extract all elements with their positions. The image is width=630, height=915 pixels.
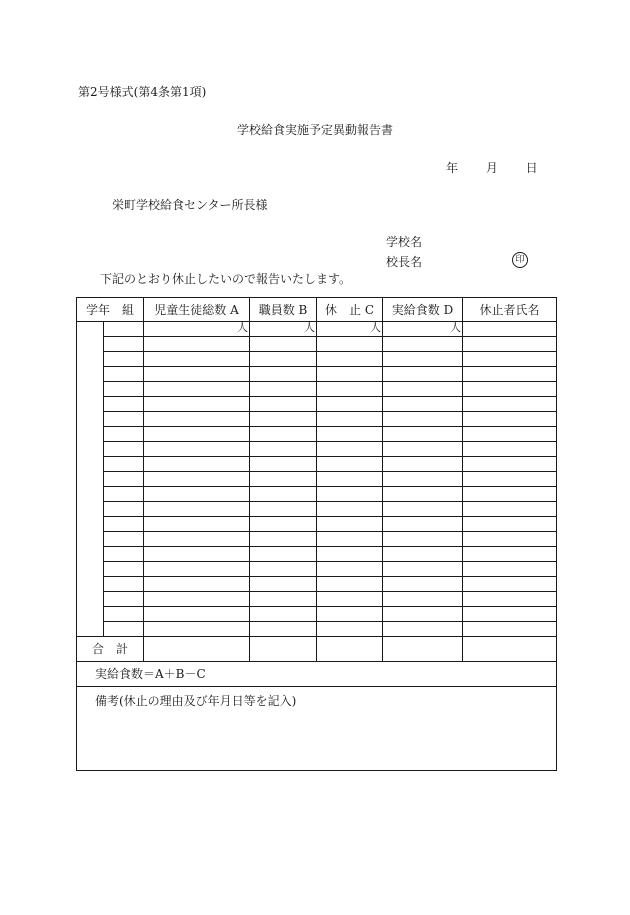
class-cell[interactable] — [104, 502, 144, 517]
col-header-total-students: 児童生徒総数 A — [144, 298, 250, 322]
staff-cell[interactable] — [250, 352, 317, 367]
suspended-cell[interactable] — [317, 367, 383, 382]
class-cell[interactable] — [104, 607, 144, 622]
col-header-suspended-names: 休止者氏名 — [463, 298, 557, 322]
total-row — [77, 637, 557, 662]
staff-cell[interactable] — [250, 502, 317, 517]
total-students-cell[interactable] — [144, 487, 250, 502]
document-title: 学校給食実施予定異動報告書 — [236, 123, 393, 137]
suspended-cell[interactable] — [317, 487, 383, 502]
suspended-cell[interactable] — [317, 322, 383, 337]
date-line — [446, 162, 538, 174]
unit-label: 人 — [450, 321, 462, 334]
total-label: 合 計 — [77, 637, 144, 662]
suspended-cell[interactable] — [317, 502, 383, 517]
suspended-names-cell[interactable] — [463, 352, 557, 367]
suspended-names-cell[interactable] — [463, 592, 557, 607]
table-row — [77, 607, 557, 622]
actual-meals-cell[interactable] — [383, 397, 463, 412]
total-students-cell[interactable] — [144, 322, 250, 337]
col-header-suspended: 休 止 C — [317, 298, 383, 322]
table-row — [77, 562, 557, 577]
actual-meals-cell[interactable] — [383, 487, 463, 502]
staff-cell[interactable] — [250, 532, 317, 547]
addressee: 栄町学校給食センター所長様 — [112, 198, 268, 212]
table-row — [77, 337, 557, 352]
class-cell[interactable] — [104, 472, 144, 487]
total-students-cell[interactable] — [144, 442, 250, 457]
class-cell[interactable] — [104, 367, 144, 382]
suspended-names-cell[interactable] — [463, 532, 557, 547]
suspended-names-cell[interactable] — [463, 442, 557, 457]
suspended-names-cell[interactable] — [463, 502, 557, 517]
actual-meals-cell[interactable] — [383, 622, 463, 637]
class-cell[interactable] — [104, 562, 144, 577]
staff-cell[interactable] — [250, 607, 317, 622]
date-day: 日 — [525, 161, 538, 175]
actual-meals-cell[interactable] — [383, 322, 463, 337]
suspended-cell[interactable] — [317, 427, 383, 442]
total-students-cell[interactable] — [144, 352, 250, 367]
table-row — [77, 577, 557, 592]
suspended-names-cell[interactable] — [463, 427, 557, 442]
table-row — [77, 622, 557, 637]
total-cell[interactable] — [383, 637, 463, 662]
suspended-cell[interactable] — [317, 337, 383, 352]
total-students-cell[interactable] — [144, 562, 250, 577]
formula-row — [77, 662, 557, 687]
suspended-names-cell[interactable] — [463, 577, 557, 592]
class-cell[interactable] — [104, 517, 144, 532]
class-cell[interactable] — [104, 337, 144, 352]
total-students-cell[interactable] — [144, 412, 250, 427]
suspended-names-cell[interactable] — [463, 517, 557, 532]
total-students-cell[interactable] — [144, 427, 250, 442]
total-cell[interactable] — [144, 637, 250, 662]
suspended-cell[interactable] — [317, 562, 383, 577]
suspended-cell[interactable] — [317, 472, 383, 487]
total-students-cell[interactable] — [144, 592, 250, 607]
suspended-names-cell[interactable] — [463, 547, 557, 562]
table-row — [77, 502, 557, 517]
table-row — [77, 382, 557, 397]
actual-meals-cell[interactable] — [383, 607, 463, 622]
total-students-cell[interactable] — [144, 337, 250, 352]
actual-meals-cell[interactable] — [383, 502, 463, 517]
actual-meals-cell[interactable] — [383, 517, 463, 532]
staff-cell[interactable] — [250, 472, 317, 487]
suspended-names-cell[interactable] — [463, 322, 557, 337]
table-row — [77, 592, 557, 607]
actual-meals-cell[interactable] — [383, 472, 463, 487]
suspended-cell[interactable] — [317, 442, 383, 457]
intro-text: 下記のとおり休止したいので報告いたします。 — [100, 272, 352, 286]
remarks-label[interactable]: 備考(休止の理由及び年月日等を記入) — [77, 687, 557, 771]
total-students-cell[interactable] — [144, 382, 250, 397]
table-row — [77, 397, 557, 412]
date-month: 月 — [485, 161, 498, 175]
report-table — [76, 297, 557, 771]
total-students-cell[interactable] — [144, 472, 250, 487]
staff-cell[interactable] — [250, 577, 317, 592]
class-cell[interactable] — [104, 427, 144, 442]
school-name-label: 学校名 — [386, 235, 423, 249]
actual-meals-cell[interactable] — [383, 382, 463, 397]
suspended-names-cell[interactable] — [463, 622, 557, 637]
suspended-cell[interactable] — [317, 457, 383, 472]
total-cell[interactable] — [463, 637, 557, 662]
table-row — [77, 427, 557, 442]
unit-label: 人 — [237, 321, 249, 334]
unit-label: 人 — [370, 321, 382, 334]
class-cell[interactable] — [104, 592, 144, 607]
table-header-row — [77, 298, 557, 322]
class-cell[interactable] — [104, 547, 144, 562]
total-students-cell[interactable] — [144, 457, 250, 472]
suspended-cell[interactable] — [317, 382, 383, 397]
suspended-names-cell[interactable] — [463, 472, 557, 487]
total-students-cell[interactable] — [144, 502, 250, 517]
total-students-cell[interactable] — [144, 547, 250, 562]
suspended-names-cell[interactable] — [463, 397, 557, 412]
class-cell[interactable] — [104, 622, 144, 637]
staff-cell[interactable] — [250, 322, 317, 337]
class-cell[interactable] — [104, 382, 144, 397]
suspended-cell[interactable] — [317, 352, 383, 367]
col-header-grade-class: 学年 組 — [77, 298, 144, 322]
staff-cell[interactable] — [250, 367, 317, 382]
principal-name-label: 校長名 — [386, 255, 423, 269]
staff-cell[interactable] — [250, 487, 317, 502]
actual-meals-cell[interactable] — [383, 442, 463, 457]
actual-meals-cell[interactable] — [383, 562, 463, 577]
actual-meals-cell[interactable] — [383, 547, 463, 562]
staff-cell[interactable] — [250, 382, 317, 397]
suspended-cell[interactable] — [317, 547, 383, 562]
table-row — [77, 547, 557, 562]
staff-cell[interactable] — [250, 622, 317, 637]
form-number: 第2号様式(第4条第1項) — [78, 85, 207, 99]
table-row — [77, 472, 557, 487]
staff-cell[interactable] — [250, 337, 317, 352]
class-cell[interactable] — [104, 487, 144, 502]
class-cell[interactable] — [104, 412, 144, 427]
total-students-cell[interactable] — [144, 577, 250, 592]
table-row — [77, 322, 557, 337]
suspended-names-cell[interactable] — [463, 367, 557, 382]
table-row — [77, 442, 557, 457]
total-cell[interactable] — [250, 637, 317, 662]
staff-cell[interactable] — [250, 457, 317, 472]
total-students-cell[interactable] — [144, 367, 250, 382]
class-cell[interactable] — [104, 322, 144, 337]
actual-meals-cell[interactable] — [383, 532, 463, 547]
class-cell[interactable] — [104, 577, 144, 592]
actual-meals-cell[interactable] — [383, 352, 463, 367]
total-students-cell[interactable] — [144, 607, 250, 622]
suspended-names-cell[interactable] — [463, 382, 557, 397]
suspended-names-cell[interactable] — [463, 412, 557, 427]
staff-cell[interactable] — [250, 427, 317, 442]
class-cell[interactable] — [104, 532, 144, 547]
table-row — [77, 532, 557, 547]
class-cell[interactable] — [104, 442, 144, 457]
actual-meals-cell[interactable] — [383, 412, 463, 427]
suspended-names-cell[interactable] — [463, 607, 557, 622]
suspended-names-cell[interactable] — [463, 337, 557, 352]
table-row — [77, 367, 557, 382]
total-students-cell[interactable] — [144, 517, 250, 532]
suspended-cell[interactable] — [317, 592, 383, 607]
suspended-cell[interactable] — [317, 412, 383, 427]
actual-meals-cell[interactable] — [383, 427, 463, 442]
class-cell[interactable] — [104, 352, 144, 367]
suspended-names-cell[interactable] — [463, 562, 557, 577]
formula-text: 実給食数＝A＋B－C — [77, 662, 557, 687]
total-cell[interactable] — [317, 637, 383, 662]
table-row — [77, 487, 557, 502]
suspended-cell[interactable] — [317, 532, 383, 547]
actual-meals-cell[interactable] — [383, 337, 463, 352]
class-cell[interactable] — [104, 457, 144, 472]
staff-cell[interactable] — [250, 592, 317, 607]
staff-cell[interactable] — [250, 412, 317, 427]
grade-blank-cell — [77, 322, 104, 637]
total-students-cell[interactable] — [144, 397, 250, 412]
col-header-staff: 職員数 B — [250, 298, 317, 322]
table-row — [77, 457, 557, 472]
suspended-cell[interactable] — [317, 607, 383, 622]
staff-cell[interactable] — [250, 442, 317, 457]
suspended-cell[interactable] — [317, 577, 383, 592]
date-year: 年 — [446, 161, 459, 175]
staff-cell[interactable] — [250, 562, 317, 577]
remarks-row — [77, 687, 557, 771]
seal-mark: 印 — [512, 252, 528, 268]
table-row — [77, 412, 557, 427]
table-row — [77, 352, 557, 367]
suspended-cell[interactable] — [317, 397, 383, 412]
suspended-names-cell[interactable] — [463, 457, 557, 472]
actual-meals-cell[interactable] — [383, 457, 463, 472]
staff-cell[interactable] — [250, 397, 317, 412]
unit-label: 人 — [304, 321, 316, 334]
total-students-cell[interactable] — [144, 532, 250, 547]
staff-cell[interactable] — [250, 517, 317, 532]
staff-cell[interactable] — [250, 547, 317, 562]
suspended-cell[interactable] — [317, 517, 383, 532]
suspended-cell[interactable] — [317, 622, 383, 637]
col-header-actual-meals: 実給食数 D — [383, 298, 463, 322]
class-cell[interactable] — [104, 397, 144, 412]
actual-meals-cell[interactable] — [383, 577, 463, 592]
actual-meals-cell[interactable] — [383, 367, 463, 382]
suspended-names-cell[interactable] — [463, 487, 557, 502]
total-students-cell[interactable] — [144, 622, 250, 637]
actual-meals-cell[interactable] — [383, 592, 463, 607]
table-row — [77, 517, 557, 532]
